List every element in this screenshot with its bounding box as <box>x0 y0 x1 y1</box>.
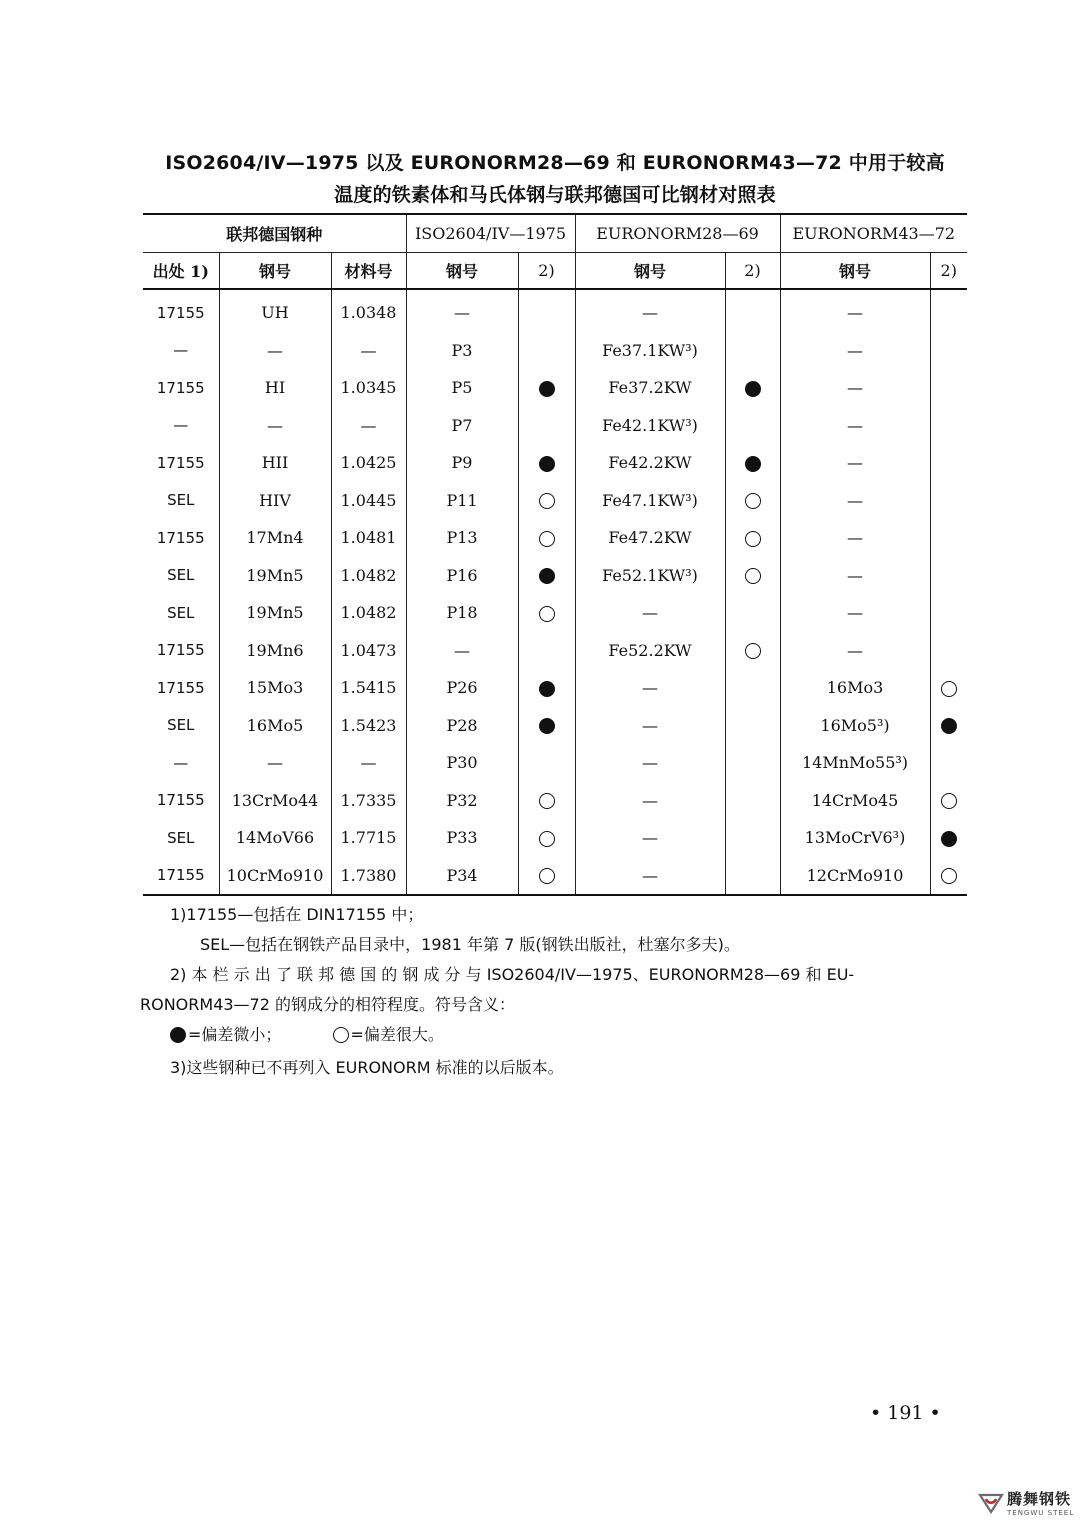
cell-en28-steel-no: — <box>575 594 725 632</box>
cell-source: SEL <box>167 828 195 847</box>
cell-en28-match <box>725 519 780 557</box>
cell-en28-match <box>725 594 780 632</box>
cell-iso-steel-no: P7 <box>406 407 518 445</box>
sub-header-row <box>143 253 967 290</box>
col-header-en43-match: 2) <box>930 253 967 290</box>
cell-iso-match <box>518 407 575 445</box>
steel-comparison-table <box>143 213 967 896</box>
header-euronorm43: EURONORM43—72 <box>780 214 967 253</box>
cell-en43-match <box>930 482 967 520</box>
cell-en43-match <box>930 594 967 632</box>
cell-iso-match <box>518 594 575 632</box>
cell-en28-match <box>725 289 780 332</box>
col-header-iso-steel-no: 钢号 <box>406 253 518 290</box>
cell-source: — <box>173 753 189 772</box>
filled-circle-icon <box>539 381 555 397</box>
cell-en28-steel-no: — <box>575 744 725 782</box>
legend-open-label: =偏差很大。 <box>350 1025 444 1044</box>
filled-circle-icon <box>941 831 957 847</box>
open-circle-icon <box>745 568 761 584</box>
cell-iso-steel-no: P28 <box>406 707 518 745</box>
table-body <box>143 289 967 895</box>
page-number: • 191 • <box>870 1402 941 1424</box>
cell-en28-steel-no: — <box>575 289 725 332</box>
cell-steel-no: — <box>219 744 331 782</box>
cell-en28-match <box>725 782 780 820</box>
cell-steel-no: 19Mn6 <box>219 632 331 670</box>
cell-source: SEL <box>167 716 195 735</box>
cell-steel-no: 16Mo5 <box>219 707 331 745</box>
cell-en43-match <box>930 444 967 482</box>
cell-material-no: 1.0473 <box>331 632 406 670</box>
open-circle-icon <box>539 831 555 847</box>
cell-en43-steel-no: — <box>780 482 930 520</box>
logo-name-cn: 腾舞钢铁 <box>1007 1490 1072 1508</box>
cell-en43-match <box>930 819 967 857</box>
cell-iso-match <box>518 557 575 595</box>
cell-iso-match <box>518 332 575 370</box>
cell-source: 17155 <box>156 453 205 472</box>
cell-steel-no: HIV <box>219 482 331 520</box>
cell-en43-steel-no: 12CrMo910 <box>780 857 930 896</box>
page-title-line-2: 温度的铁素体和马氏体钢与联邦德国可比钢材对照表 <box>334 184 776 206</box>
cell-source: SEL <box>167 566 195 585</box>
cell-iso-match <box>518 289 575 332</box>
cell-iso-steel-no: P13 <box>406 519 518 557</box>
tengwu-logo <box>978 1488 1074 1517</box>
cell-en28-match <box>725 819 780 857</box>
cell-iso-match <box>518 632 575 670</box>
cell-en28-steel-no: Fe37.1KW³) <box>575 332 725 370</box>
cell-en43-steel-no: — <box>780 289 930 332</box>
legend-open <box>333 1020 444 1050</box>
cell-steel-no: 10CrMo910 <box>219 857 331 896</box>
cell-en43-steel-no: — <box>780 407 930 445</box>
cell-iso-steel-no: — <box>406 289 518 332</box>
table-row <box>143 407 967 445</box>
cell-material-no: 1.0445 <box>331 482 406 520</box>
cell-en43-steel-no: 14MnMo55³) <box>780 744 930 782</box>
header-euronorm28: EURONORM28—69 <box>575 214 780 253</box>
cell-en28-match <box>725 407 780 445</box>
footnote-3: 3)这些钢种已不再列入 EURONORM 标准的以后版本。 <box>170 1058 564 1077</box>
table-row <box>143 594 967 632</box>
cell-material-no: 1.5415 <box>331 669 406 707</box>
cell-en43-match <box>930 669 967 707</box>
cell-source: 17155 <box>156 678 205 697</box>
open-circle-icon <box>539 868 555 884</box>
legend-filled <box>170 1020 281 1050</box>
cell-material-no: 1.7380 <box>331 857 406 896</box>
cell-iso-steel-no: P30 <box>406 744 518 782</box>
table-row <box>143 519 967 557</box>
cell-en43-match <box>930 557 967 595</box>
filled-circle-icon <box>539 718 555 734</box>
cell-steel-no: 15Mo3 <box>219 669 331 707</box>
open-circle-icon <box>745 531 761 547</box>
cell-steel-no: 14MoV66 <box>219 819 331 857</box>
group-header-row <box>143 214 967 253</box>
cell-material-no: — <box>331 744 406 782</box>
open-circle-icon <box>745 493 761 509</box>
cell-en28-match <box>725 857 780 896</box>
cell-steel-no: UH <box>219 289 331 332</box>
cell-iso-steel-no: P11 <box>406 482 518 520</box>
cell-en28-steel-no: Fe52.2KW <box>575 632 725 670</box>
filled-circle-icon <box>170 1027 186 1043</box>
cell-en28-steel-no: — <box>575 707 725 745</box>
footnote-2-cont: RONORM43—72 的钢成分的相符程度。符号含义： <box>140 995 516 1014</box>
cell-iso-steel-no: P5 <box>406 369 518 407</box>
cell-iso-match <box>518 369 575 407</box>
cell-iso-steel-no: — <box>406 632 518 670</box>
open-circle-icon <box>333 1027 349 1043</box>
cell-en43-match <box>930 782 967 820</box>
cell-en43-match <box>930 744 967 782</box>
cell-iso-match <box>518 744 575 782</box>
footnote-1-sel: SEL—包括在钢铁产品目录中，1981 年第 7 版(钢铁出版社，杜塞尔多夫)。 <box>200 935 740 954</box>
tengwu-logo-icon <box>978 1492 1004 1514</box>
legend-filled-label: =偏差微小； <box>188 1025 282 1044</box>
cell-steel-no: 17Mn4 <box>219 519 331 557</box>
cell-en43-match <box>930 407 967 445</box>
cell-en43-steel-no: — <box>780 632 930 670</box>
open-circle-icon <box>941 868 957 884</box>
cell-iso-steel-no: P3 <box>406 332 518 370</box>
table-row <box>143 289 967 332</box>
cell-en28-match <box>725 707 780 745</box>
cell-en28-match <box>725 482 780 520</box>
col-header-en28-match: 2) <box>725 253 780 290</box>
table-row <box>143 819 967 857</box>
cell-iso-steel-no: P26 <box>406 669 518 707</box>
footnote-1: 1)17155—包括在 DIN17155 中； <box>170 905 424 924</box>
cell-en43-match <box>930 707 967 745</box>
open-circle-icon <box>745 643 761 659</box>
open-circle-icon <box>539 493 555 509</box>
col-header-iso-match: 2) <box>518 253 575 290</box>
cell-steel-no: — <box>219 407 331 445</box>
col-header-en43-steel-no: 钢号 <box>780 253 930 290</box>
table-row <box>143 782 967 820</box>
page-title-line-1: ISO2604/IV—1975 以及 EURONORM28—69 和 EURONORM43—72 中用于较高 <box>165 152 945 174</box>
cell-steel-no: HII <box>219 444 331 482</box>
cell-en43-steel-no: 16Mo3 <box>780 669 930 707</box>
filled-circle-icon <box>745 381 761 397</box>
cell-en28-steel-no: — <box>575 669 725 707</box>
cell-en43-match <box>930 289 967 332</box>
cell-en43-steel-no: 13MoCrV6³) <box>780 819 930 857</box>
cell-en43-match <box>930 369 967 407</box>
cell-en28-steel-no: Fe37.2KW <box>575 369 725 407</box>
cell-en43-steel-no: — <box>780 444 930 482</box>
cell-en43-steel-no: 14CrMo45 <box>780 782 930 820</box>
cell-iso-steel-no: P34 <box>406 857 518 896</box>
footnotes <box>140 900 970 1083</box>
cell-iso-match <box>518 482 575 520</box>
filled-circle-icon <box>745 456 761 472</box>
cell-material-no: 1.0348 <box>331 289 406 332</box>
header-german-steel: 联邦德国钢种 <box>143 214 406 253</box>
cell-en28-steel-no: Fe47.1KW³) <box>575 482 725 520</box>
cell-iso-match <box>518 519 575 557</box>
cell-material-no: 1.5423 <box>331 707 406 745</box>
cell-iso-steel-no: P16 <box>406 557 518 595</box>
col-header-steel-no: 钢号 <box>219 253 331 290</box>
cell-iso-match <box>518 707 575 745</box>
cell-iso-steel-no: P9 <box>406 444 518 482</box>
cell-iso-match <box>518 782 575 820</box>
open-circle-icon <box>539 531 555 547</box>
open-circle-icon <box>539 606 555 622</box>
open-circle-icon <box>941 793 957 809</box>
table-row <box>143 857 967 896</box>
cell-iso-steel-no: P32 <box>406 782 518 820</box>
filled-circle-icon <box>539 456 555 472</box>
cell-iso-match <box>518 857 575 896</box>
cell-en43-steel-no: — <box>780 332 930 370</box>
cell-material-no: 1.0482 <box>331 594 406 632</box>
cell-en43-steel-no: 16Mo5³) <box>780 707 930 745</box>
cell-iso-match <box>518 819 575 857</box>
header-iso2604: ISO2604/IV—1975 <box>406 214 575 253</box>
cell-steel-no: 19Mn5 <box>219 594 331 632</box>
cell-iso-match <box>518 669 575 707</box>
cell-en28-match <box>725 332 780 370</box>
cell-material-no: 1.7715 <box>331 819 406 857</box>
cell-material-no: 1.0345 <box>331 369 406 407</box>
table-row <box>143 669 967 707</box>
cell-en28-steel-no: Fe42.2KW <box>575 444 725 482</box>
cell-source: 17155 <box>156 641 205 660</box>
table-row <box>143 744 967 782</box>
cell-source: 17155 <box>156 528 205 547</box>
cell-iso-steel-no: P33 <box>406 819 518 857</box>
filled-circle-icon <box>539 681 555 697</box>
cell-material-no: 1.0425 <box>331 444 406 482</box>
cell-en43-match <box>930 332 967 370</box>
cell-en28-steel-no: — <box>575 857 725 896</box>
cell-source: — <box>173 341 189 360</box>
open-circle-icon <box>941 681 957 697</box>
cell-steel-no: HI <box>219 369 331 407</box>
cell-en43-match <box>930 632 967 670</box>
cell-steel-no: — <box>219 332 331 370</box>
cell-en28-match <box>725 669 780 707</box>
table-row <box>143 707 967 745</box>
cell-source: — <box>173 416 189 435</box>
cell-en43-steel-no: — <box>780 557 930 595</box>
cell-en28-match <box>725 369 780 407</box>
cell-en28-steel-no: Fe42.1KW³) <box>575 407 725 445</box>
cell-source: 17155 <box>156 791 205 810</box>
cell-material-no: 1.0481 <box>331 519 406 557</box>
cell-en28-steel-no: — <box>575 782 725 820</box>
cell-source: SEL <box>167 491 195 510</box>
cell-en28-match <box>725 744 780 782</box>
table-row <box>143 332 967 370</box>
cell-en28-match <box>725 444 780 482</box>
cell-en43-steel-no: — <box>780 594 930 632</box>
cell-iso-match <box>518 444 575 482</box>
table-row <box>143 369 967 407</box>
col-header-material-no: 材料号 <box>331 253 406 290</box>
table-row <box>143 444 967 482</box>
cell-en43-steel-no: — <box>780 519 930 557</box>
table-row <box>143 482 967 520</box>
cell-en28-steel-no: Fe52.1KW³) <box>575 557 725 595</box>
cell-en43-steel-no: — <box>780 369 930 407</box>
cell-en43-match <box>930 519 967 557</box>
cell-iso-steel-no: P18 <box>406 594 518 632</box>
logo-name-en: TENGWU STEEL <box>1007 1509 1075 1517</box>
filled-circle-icon <box>539 568 555 584</box>
col-header-source: 出处 1) <box>152 262 209 281</box>
cell-en28-steel-no: Fe47.2KW <box>575 519 725 557</box>
cell-steel-no: 19Mn5 <box>219 557 331 595</box>
cell-material-no: — <box>331 332 406 370</box>
cell-en28-match <box>725 557 780 595</box>
cell-material-no: 1.0482 <box>331 557 406 595</box>
cell-source: 17155 <box>156 378 205 397</box>
footnote-2: 2) 本 栏 示 出 了 联 邦 德 国 的 钢 成 分 与 ISO2604/IV—1975、EURONORM28—69 和 EU- <box>170 965 855 984</box>
cell-source: 17155 <box>156 303 205 322</box>
cell-en28-match <box>725 632 780 670</box>
table-row <box>143 632 967 670</box>
legend-line <box>170 1020 970 1053</box>
filled-circle-icon <box>941 718 957 734</box>
cell-steel-no: 13CrMo44 <box>219 782 331 820</box>
open-circle-icon <box>539 793 555 809</box>
col-header-en28-steel-no: 钢号 <box>575 253 725 290</box>
cell-material-no: 1.7335 <box>331 782 406 820</box>
cell-material-no: — <box>331 407 406 445</box>
cell-source: SEL <box>167 603 195 622</box>
cell-en43-match <box>930 857 967 896</box>
cell-source: 17155 <box>156 866 205 885</box>
cell-en28-steel-no: — <box>575 819 725 857</box>
table-row <box>143 557 967 595</box>
